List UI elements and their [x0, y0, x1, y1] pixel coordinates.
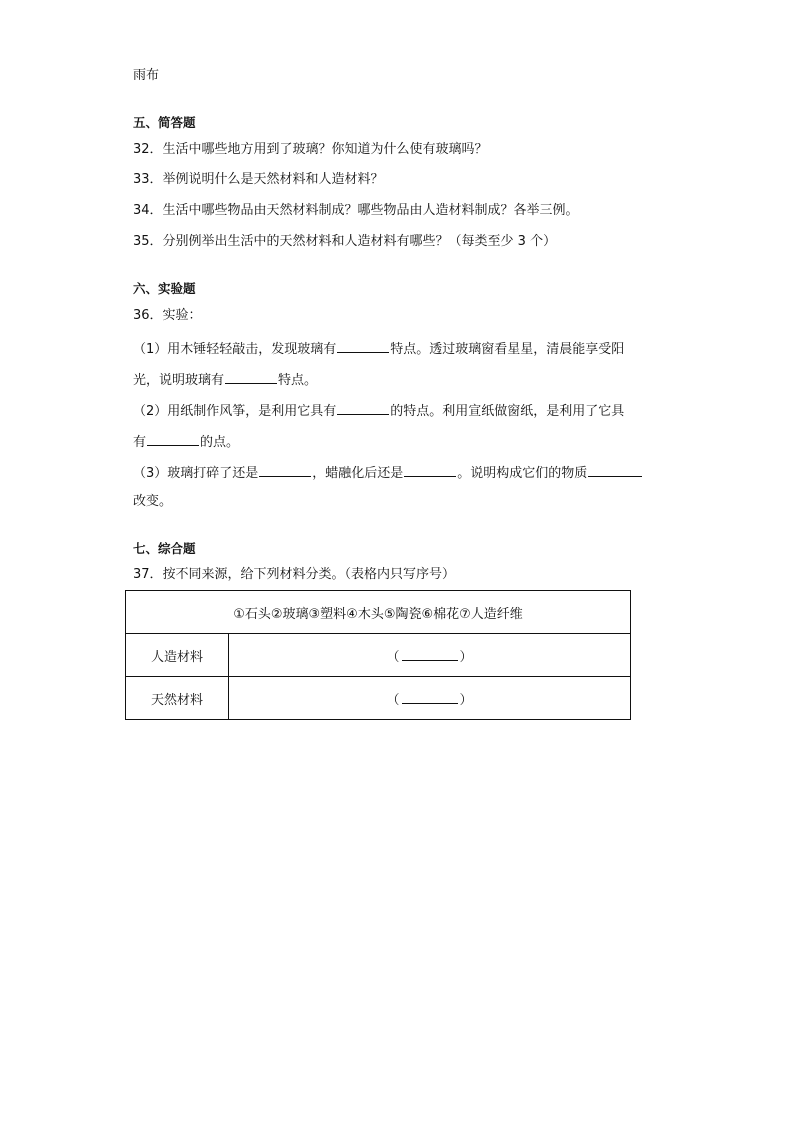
answer-blank[interactable] [588, 462, 642, 477]
close-paren: ） [459, 649, 473, 665]
close-paren: ） [459, 692, 473, 708]
table-row-natural [126, 677, 631, 720]
answer-blank[interactable] [402, 689, 458, 704]
previous-answer-text: 雨布 [133, 68, 160, 83]
answer-blank[interactable] [225, 369, 277, 384]
open-paren: （ [386, 649, 400, 665]
question-33: 33．举例说明什么是天然材料和人造材料？ [133, 172, 384, 187]
q36-3-text-before: （3）玻璃打碎了还是 [133, 466, 259, 481]
question-36-part1-line2 [133, 369, 317, 390]
open-paren: （ [386, 692, 400, 708]
answer-blank[interactable] [259, 462, 311, 477]
section-heading-experiment: 六、实验题 [133, 281, 196, 296]
q36-1b-text-after: 特点。 [278, 373, 318, 388]
section-heading-comprehensive: 七、综合题 [133, 541, 196, 556]
answer-blank[interactable] [402, 646, 458, 661]
q36-2-text-after: 的特点。利用宣纸做窗纸，是利用了它具 [390, 404, 625, 419]
q36-1b-text-before: 光，说明玻璃有 [133, 373, 225, 388]
q36-2b-text-before: 有 [133, 435, 147, 450]
q36-3-text-mid2: 。说明构成它们的物质 [457, 466, 588, 481]
answer-cell-natural[interactable] [229, 677, 631, 720]
q36-2-text-before: （2）用纸制作风筝，是利用它具有 [133, 404, 337, 419]
question-32: 32．生活中哪些地方用到了玻璃？你知道为什么使有玻璃吗？ [133, 142, 488, 157]
row-label-natural: 天然材料 [126, 677, 229, 720]
question-36-part3-line1 [133, 462, 643, 483]
q36-1-text-after: 特点。透过玻璃窗看星星，清晨能享受阳 [390, 342, 625, 357]
materials-list-cell: ①石头②玻璃③塑料④木头⑤陶瓷⑥棉花⑦人造纤维 [126, 591, 631, 634]
table-header-row [126, 591, 631, 634]
classification-table [125, 590, 631, 720]
question-37: 37．按不同来源，给下列材料分类。（表格内只写序号） [133, 567, 456, 582]
answer-blank[interactable] [404, 462, 456, 477]
question-36-part2-line1 [133, 400, 624, 421]
question-35: 35．分别例举出生活中的天然材料和人造材料有哪些？（每类至少 3 个） [133, 234, 557, 249]
question-36-part3-line2: 改变。 [133, 494, 173, 509]
row-label-artificial: 人造材料 [126, 634, 229, 677]
q36-1-text-before: （1）用木锤轻轻敲击，发现玻璃有 [133, 342, 337, 357]
question-36-intro: 36．实验： [133, 308, 202, 323]
answer-blank[interactable] [337, 338, 389, 353]
answer-blank[interactable] [337, 400, 389, 415]
q36-2b-text-after: 的点。 [200, 435, 240, 450]
section-heading-short-answer: 五、简答题 [133, 115, 196, 130]
question-36-part1-line1 [133, 338, 624, 359]
table-row-artificial [126, 634, 631, 677]
answer-cell-artificial[interactable] [229, 634, 631, 677]
q36-3-text-mid1: ，蜡融化后还是 [312, 466, 404, 481]
question-36-part2-line2 [133, 431, 239, 452]
question-34: 34．生活中哪些物品由天然材料制成？哪些物品由人造材料制成？各举三例。 [133, 203, 579, 218]
answer-blank[interactable] [147, 431, 199, 446]
